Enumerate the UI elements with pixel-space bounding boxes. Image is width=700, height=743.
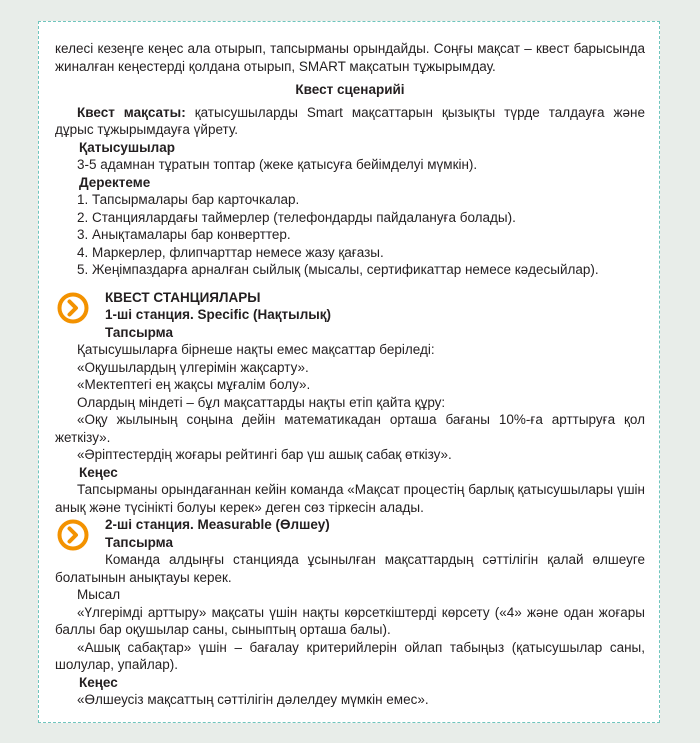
props-item: 4. Маркерлер, флипчарттар немесе жазу қағазы. bbox=[77, 244, 384, 260]
participants-text: 3-5 адамнан тұратын топтар (жеке қатысуға бейімделуі мүмкін). bbox=[77, 157, 478, 172]
station-1-line: «Оқу жылының соңына дейін математикадан орташа бағаны 10%-ға арттыруға қол жеткізу». bbox=[55, 412, 645, 445]
page-content bbox=[55, 40, 645, 709]
document-page bbox=[38, 21, 660, 723]
station-1-block bbox=[55, 289, 645, 342]
station-2-advice-text: «Өлшеусіз мақсаттың сәттілігін дәлелдеу мүмкін емес». bbox=[77, 692, 429, 707]
props-item: 2. Станциялардағы таймерлер (телефондарды пайдалануға болады). bbox=[77, 209, 516, 225]
station-1-line: «Әріптестердің жоғары рейтингі бар үш ашық сабақ өткізу». bbox=[77, 447, 452, 462]
scenario-heading: Квест сценарийі bbox=[295, 82, 405, 97]
station-1-line: «Мектептегі ең жақсы мұғалім болу». bbox=[77, 377, 311, 392]
station-2-example-2: «Ашық сабақтар» үшін – бағалау критерийлерін ойлап табыңыз (қатысушылар саны, шолулар, упайлар). bbox=[55, 639, 645, 672]
goal-text: қатысушыларды Smart мақсаттарын қызықты түрде талдауға және дұрыс тұжырымдауға үйрету. bbox=[55, 104, 646, 137]
props-label: Деректеме bbox=[79, 174, 151, 190]
station-2-example-1: «Үлгерімді арттыру» мақсаты үшін нақты көрсеткіштерді көрсету («4» және одан жоғары баллы бар оқушылар саны, сыныптың орташа балы). bbox=[55, 604, 645, 637]
station-1-advice-text: Тапсырманы орындағаннан кейін команда «Мақсат процестің барлық қатысушылары үшін анық және түсінікті болуы керек» деген сөз тіркесін алады. bbox=[55, 482, 645, 515]
props-item: 5. Жеңімпаздарға арналған сыйлық (мысалы, сертификаттар немесе кәдесыйлар). bbox=[77, 262, 599, 277]
station-2-block bbox=[55, 516, 645, 551]
station-2-example-label: Мысал bbox=[77, 587, 121, 602]
station-1-line: Олардың міндеті – бұл мақсаттарды нақты етіп қайта құру: bbox=[77, 394, 446, 410]
station-1-line: Қатысушыларға бірнеше нақты емес мақсаттар беріледі: bbox=[77, 342, 435, 357]
goal-paragraph bbox=[55, 104, 645, 139]
props-item: 3. Анықтамалары бар конверттер. bbox=[77, 227, 291, 242]
chevron-right-circle-icon bbox=[57, 292, 89, 324]
station-1-title: 1-ші станция. Specific (Нақтылық) bbox=[105, 307, 332, 322]
stations-heading: КВЕСТ СТАНЦИЯЛАРЫ bbox=[105, 289, 261, 305]
participants-label: Қатысушылар bbox=[79, 139, 176, 155]
station-1-line: «Оқушылардың үлгерімін жақсарту». bbox=[77, 359, 309, 375]
intro-paragraph: келесі кезеңге кеңес ала отырып, тапсырманы орындайды. Соңғы мақсат – квест барысында жиналған кеңестерді қолдана отырып, SMART мақсатын тұжырымдау. bbox=[55, 41, 645, 74]
goal-label: Квест мақсаты: bbox=[77, 104, 186, 120]
station-2-task-text: Команда алдыңғы станцияда ұсынылған мақсаттардың сәттілігін қалай өлшеуге болатынын анықтауы керек. bbox=[55, 552, 645, 585]
station-1-advice-label: Кеңес bbox=[79, 464, 118, 480]
station-2-title: 2-ші станция. Measurable (Өлшеу) bbox=[105, 517, 330, 532]
chevron-right-circle-icon bbox=[57, 519, 89, 551]
props-item: 1. Тапсырмалары бар карточкалар. bbox=[77, 192, 300, 207]
station-2-task-label: Тапсырма bbox=[105, 534, 173, 550]
station-2-advice-label: Кеңес bbox=[79, 674, 118, 690]
station-1-task-label: Тапсырма bbox=[105, 324, 173, 340]
